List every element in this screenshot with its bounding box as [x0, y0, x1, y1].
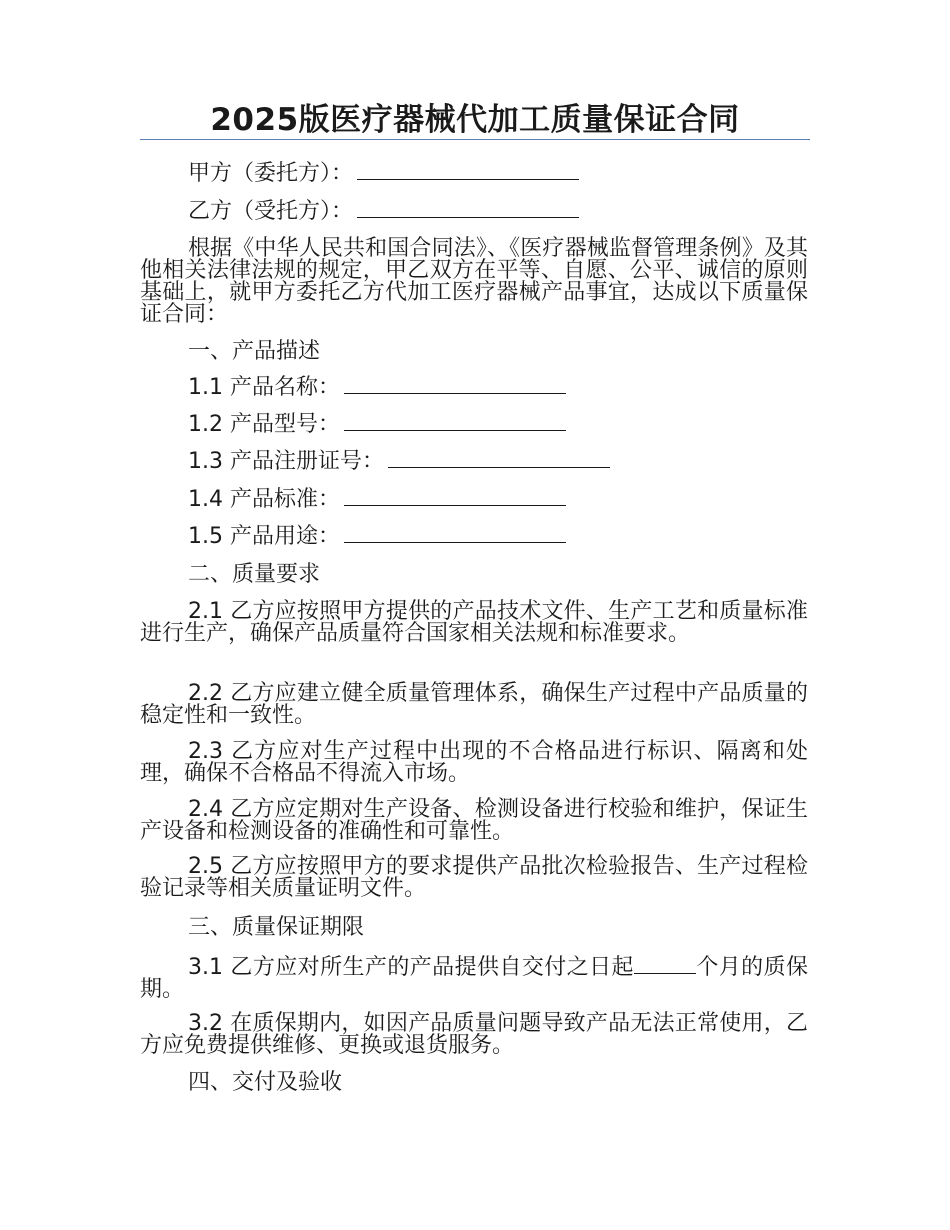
party-a-label: 甲方（委托方）： [188, 161, 354, 186]
clause-2-5: 2.5 乙方应按照甲方的要求提供产品批次检验报告、生产过程检验记录等相关质量证明文件。 [140, 854, 808, 901]
preamble-paragraph: 根据《中华人民共和国合同法》、《医疗器械监督管理条例》及其他相关法律法规的规定，甲乙双方在平等、自愿、公平、诚信的原则基础上，就甲方委托乙方代加工医疗器械产品事宜，达成以下质量保证合同： [140, 236, 808, 327]
product-use-label: 1.5 产品用途： [188, 524, 340, 549]
product-registration-blank [388, 449, 610, 468]
party-a-blank [357, 161, 579, 180]
clause-3-2: 3.2 在质保期内，如因产品质量问题导致产品无法正常使用，乙方应免费提供维修、更换或退货服务。 [140, 1011, 808, 1058]
product-standard-label: 1.4 产品标准： [188, 487, 340, 512]
product-name-blank [344, 375, 566, 394]
section2-heading: 二、质量要求 [188, 562, 321, 587]
clause-2-2: 2.2 乙方应建立健全质量管理体系，确保生产过程中产品质量的稳定性和一致性。 [140, 681, 808, 728]
clause-2-1: 2.1 乙方应按照甲方提供的产品技术文件、生产工艺和质量标准进行生产，确保产品质量符合国家相关法规和标准要求。 [140, 599, 808, 646]
clause-2-3: 2.3 乙方应对生产过程中出现的不合格品进行标识、隔离和处理，确保不合格品不得流入市场。 [140, 739, 808, 786]
warranty-months-blank [634, 955, 696, 974]
party-a-line [188, 161, 579, 187]
title-underline [140, 139, 810, 140]
clause-2-4: 2.4 乙方应定期对生产设备、检测设备进行校验和维护，保证生产设备和检测设备的准确性和可靠性。 [140, 797, 808, 844]
document-title: 2025版医疗器械代加工质量保证合同 [210, 102, 740, 138]
product-standard-line [188, 487, 566, 513]
product-registration-line [188, 449, 610, 475]
product-model-blank [344, 412, 566, 431]
product-use-line [188, 524, 566, 550]
section3-heading: 三、质量保证期限 [188, 915, 365, 940]
product-use-blank [344, 524, 566, 543]
product-registration-label: 1.3 产品注册证号： [188, 449, 384, 474]
product-name-label: 1.1 产品名称： [188, 375, 340, 400]
product-model-label: 1.2 产品型号： [188, 412, 340, 437]
product-name-line [188, 375, 566, 401]
party-b-line [188, 199, 579, 225]
product-model-line [188, 412, 566, 438]
clause-3-1-before: 3.1 乙方应对所生产的产品提供自交付之日起 [188, 955, 634, 980]
product-standard-blank [344, 487, 566, 506]
clause-3-1-after: 个月的质保期。 [140, 955, 808, 1002]
section4-heading: 四、交付及验收 [188, 1070, 343, 1095]
party-b-blank [357, 199, 579, 218]
clause-3-1 [140, 955, 808, 1001]
party-b-label: 乙方（受托方）： [188, 199, 354, 224]
section1-heading: 一、产品描述 [188, 339, 321, 364]
